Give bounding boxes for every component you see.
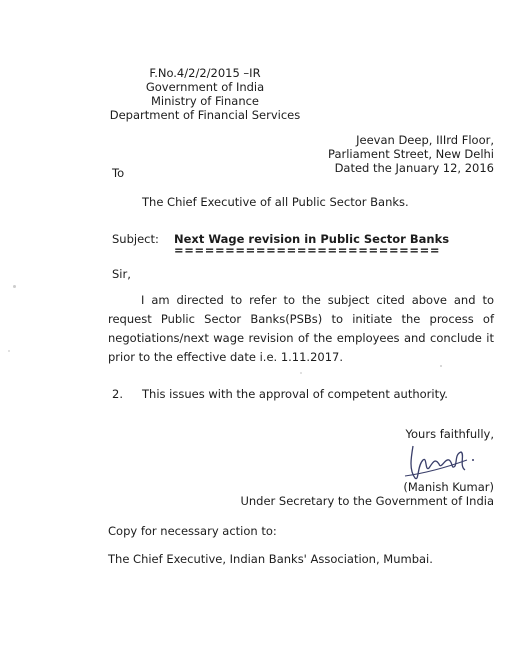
scan-speck — [8, 350, 10, 352]
address-line-2: Parliament Street, New Delhi — [328, 147, 494, 161]
letterhead — [0, 66, 410, 122]
signatory-designation: Under Secretary to the Government of India — [240, 494, 494, 508]
subject-underline: ========================== — [174, 243, 441, 257]
subject-text: Next Wage revision in Public Sector Banks — [174, 232, 450, 246]
body-paragraph-2: This issues with the approval of competent authority. — [142, 387, 448, 401]
file-number: F.No.4/2/2/2015 –IR — [149, 66, 261, 80]
scan-speck — [440, 365, 442, 367]
copy-recipient: The Chief Executive, Indian Banks' Association, Mumbai. — [108, 552, 433, 566]
signatory-name: (Manish Kumar) — [403, 480, 494, 494]
date-line: Dated the January 12, 2016 — [334, 161, 494, 175]
paragraph-2-number: 2. — [112, 387, 123, 401]
government-name: Government of India — [145, 80, 265, 94]
department-name: Department of Financial Services — [109, 108, 301, 122]
closing-yours-faithfully: Yours faithfully, — [405, 427, 494, 441]
scan-speck — [13, 285, 16, 288]
subject-label: Subject: — [112, 232, 159, 246]
sender-address — [328, 133, 494, 175]
scan-speck — [300, 372, 302, 374]
recipient-name: The Chief Executive of all Public Sector Banks. — [142, 195, 409, 209]
body-paragraph-1: I am directed to refer to the subject cited above and to request Public Sector Banks(PSBs) to initiate the process of negotiations/next wage revision of the employees and conclude it prior to the effective date i.e. 1.11.2017. — [108, 293, 494, 364]
copy-label: Copy for necessary action to: — [108, 524, 277, 538]
to-label: To — [112, 166, 125, 180]
signatory-block — [240, 480, 494, 508]
ministry-name: Ministry of Finance — [150, 94, 260, 108]
salutation: Sir, — [112, 267, 131, 281]
address-line-1: Jeevan Deep, IIIrd Floor, — [356, 133, 494, 147]
